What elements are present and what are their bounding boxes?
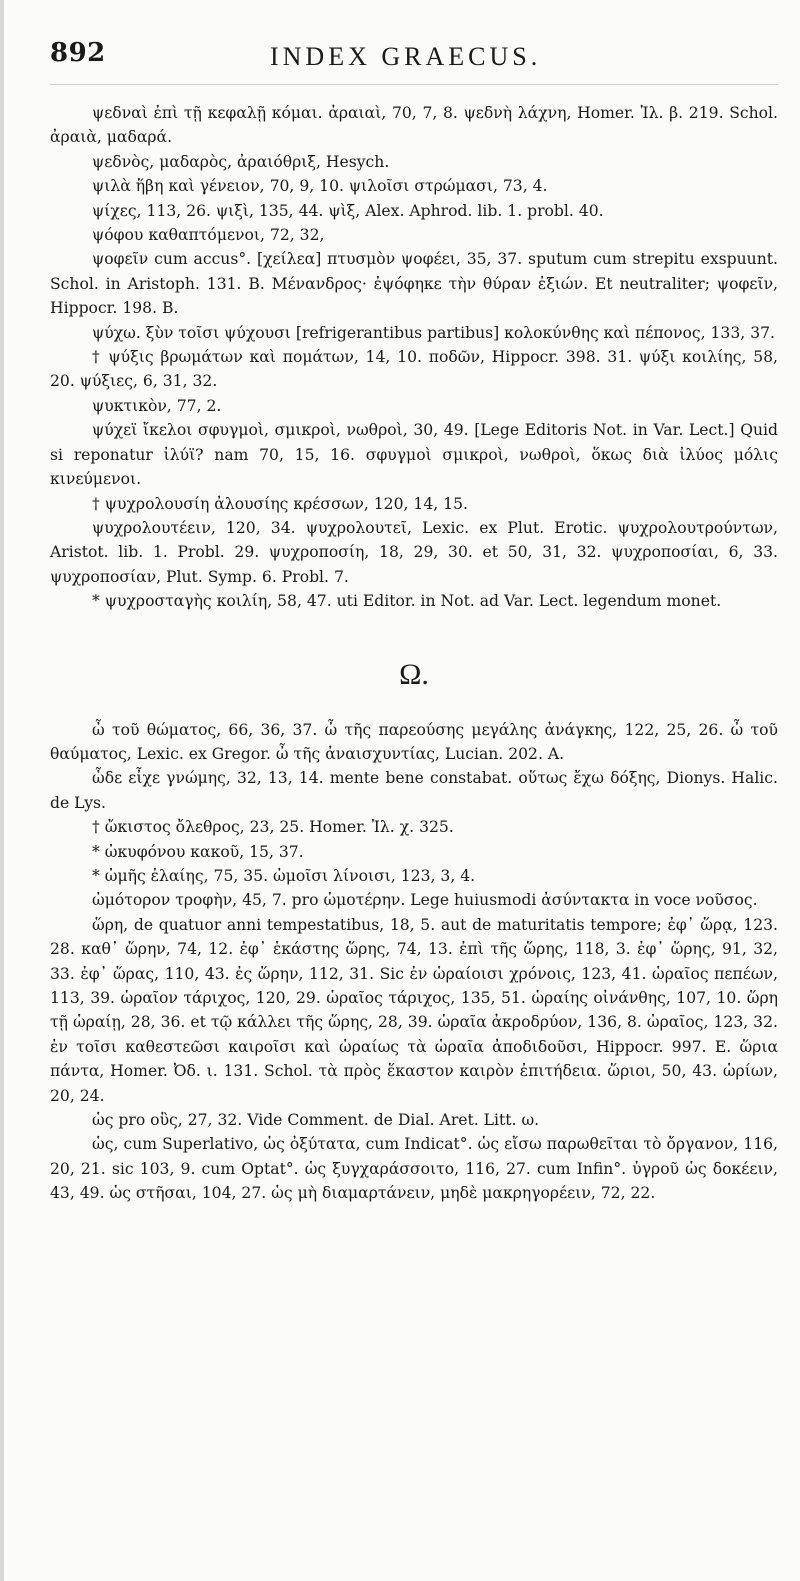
index-entry: † ψυχρολουσίη ἀλουσίης κρέσσων, 120, 14, 15.	[92, 494, 468, 513]
page-header	[50, 32, 778, 85]
index-entry: ὦ τοῦ θώματος, 66, 36, 37. ὦ τῆς παρεούσης μεγάλης ἀνάγκης, 122, 25, 26. ὦ τοῦ θαύματος, Lexic. ex Gregor. ὦ τῆς ἀναισχυντίας, Lucian. 202. A.	[50, 720, 778, 763]
index-entry: ψιλὰ ἥβη καὶ γένειον, 70, 9, 10. ψιλοῖσι στρώμασι, 73, 4.	[92, 177, 548, 196]
section-letter-omega: Ω.	[399, 657, 429, 691]
section-psi-entries	[50, 101, 778, 614]
page-number: 892	[50, 38, 106, 68]
index-entry: ὡς, cum Superlativo, ὡς ὀξύτατα, cum Indicat°. ὡς εἴσω παρωθεῖται τὸ ὄργανον, 116, 20, 21. sic 103, 9. cum Optat°. ὡς ξυγχαράσσοιτο, 116, 27. cum Infin°. ὑγροῦ ὡς δοκέειν, 43, 49. ὡς στῆσαι, 104, 27. ὡς μὴ διαμαρτάνειν, μηδὲ μακρηγορέειν, 72, 22.	[50, 1135, 778, 1203]
index-entry: * ὠμῆς ἐλαίης, 75, 35. ὠμοῖσι λίνοισι, 123, 3, 4.	[92, 866, 476, 885]
index-entry: ὥρη, de quatuor anni tempestatibus, 18, 5. aut de maturitatis tempore; ἐφ᾽ ὥρᾳ, 123. 28. καθ᾽ ὥρην, 74, 12. ἐφ᾽ ἑκάστης ὥρης, 74, 13. ἐπὶ τῆς ὥρης, 118, 3. ἐφ᾽ ὥρης, 91, 32, 33. ἐφ᾽ ὥρας, 110, 43. ἐς ὥρην, 112, 31. Sic ἐν ὡραίοισι χρόνοις, 123, 41. ὡραῖος πεπέων, 113, 39. ὡραῖον τάριχος, 120, 29. ὡραῖος τάριχος, 135, 51. ὡραίης οἰνάνθης, 107, 10. ὥρη τῇ ὡραίῃ, 28, 36. et τῷ κάλλει τῆς ὥρης, 28, 39. ὡραῖα ἀκροδρύον, 136, 8. ὡραῖος, 123, 32. ἐν τοῖσι καθεστεῶσι καιροῖσι καὶ ὡραίως τὰ ὡραῖα ἀποδιδοῦσι, Hippocr. 997. E. ὥρια πάντα, Homer. Ὀδ. ι. 131. Schol. τὰ πρὸς ἕκαστον καιρὸν ἐπιτήδεια. ὥριοι, 50, 43. ὡρίων, 20, 24.	[50, 915, 778, 1105]
index-entry: ὧδε εἶχε γνώμης, 32, 13, 14. mente bene constabat. οὕτως ἔχω δόξης, Dionys. Halic. de Lys.	[50, 769, 778, 812]
index-entry: ὠμότορον τροφὴν, 45, 7. pro ὠμοτέρην. Lege huiusmodi ἀσύντακτα in voce νοῦσος.	[92, 891, 758, 910]
section-omega-entries	[50, 718, 778, 1206]
index-entry: ψεδνὸς, μαδαρὸς, ἀραιόθριξ, Hesych.	[92, 152, 390, 171]
index-entry: * ψυχροσταγὴς κοιλίη, 58, 47. uti Editor. in Not. ad Var. Lect. legendum monet.	[92, 592, 722, 611]
index-entry: * ὠκυφόνου κακοῦ, 15, 37.	[92, 842, 304, 861]
index-entry: ψυχρολουτέειν, 120, 34. ψυχρολουτεῖ, Lexic. ex Plut. Erotic. ψυχρολουτρούντων, Aristot. lib. 1. Probl. 29. ψυχροποσίη, 18, 29, 30. et 50, 31, 32. ψυχροποσίαι, 6, 33. ψυχροποσίαν, Plut. Symp. 6. Probl. 7.	[50, 518, 778, 586]
index-entry: ψύχω. ξὺν τοῖσι ψύχουσι [refrigerantibus partibus] κολοκύνθης καὶ πέπονος, 133, 37.	[92, 323, 775, 342]
index-entry: ὡς pro οὓς, 27, 32. Vide Comment. de Dial. Aret. Litt. ω.	[92, 1111, 540, 1130]
index-entry: ψεδναὶ ἐπὶ τῇ κεφαλῇ κόμαι. ἀραιαὶ, 70, 7, 8. ψεδνὴ λάχνη, Homer. Ἰλ. β. 219. Schol. ἀραιὰ, μαδαρά.	[50, 104, 778, 147]
index-entry: ψίχες, 113, 26. ψιξὶ, 135, 44. ψὶξ, Alex. Aphrod. lib. 1. probl. 40.	[92, 201, 604, 220]
running-title: INDEX GRAECUS.	[270, 42, 542, 71]
index-entry: † ψύξις βρωμάτων καὶ πομάτων, 14, 10. ποδῶν, Hippocr. 398. 31. ψύξι κοιλίης, 58, 20. ψύξιες, 6, 31, 32.	[50, 348, 778, 391]
index-entry: ψύχεϊ ἴκελοι σφυγμοὶ, σμικροὶ, νωθροὶ, 30, 49. [Lege Editoris Not. in Var. Lect.] Quid si reponatur ἰλύϊ? nam 70, 15, 16. σφυγμοὶ σμικροὶ, νωθροὶ, ὅκως διὰ ἰλύος μόλις κινεύμενοι.	[50, 421, 778, 489]
index-entry: ψόφου καθαπτόμενοι, 72, 32,	[92, 226, 325, 245]
index-entry: ψοφεῖν cum accus°. [χείλεα] πτυσμὸν ψοφέει, 35, 37. sputum cum strepitu exspuunt. Schol. in Aristoph. 131. B. Μένανδρος· ἐψόφηκε τὴν θύραν ἐξιών. Et neutraliter; ψοφεῖν, Hippocr. 198. B.	[50, 250, 778, 318]
index-entry: ψυκτικὸν, 77, 2.	[92, 396, 222, 415]
index-entry: † ὤκιστος ὄλεθρος, 23, 25. Homer. Ἰλ. χ. 325.	[92, 818, 454, 837]
